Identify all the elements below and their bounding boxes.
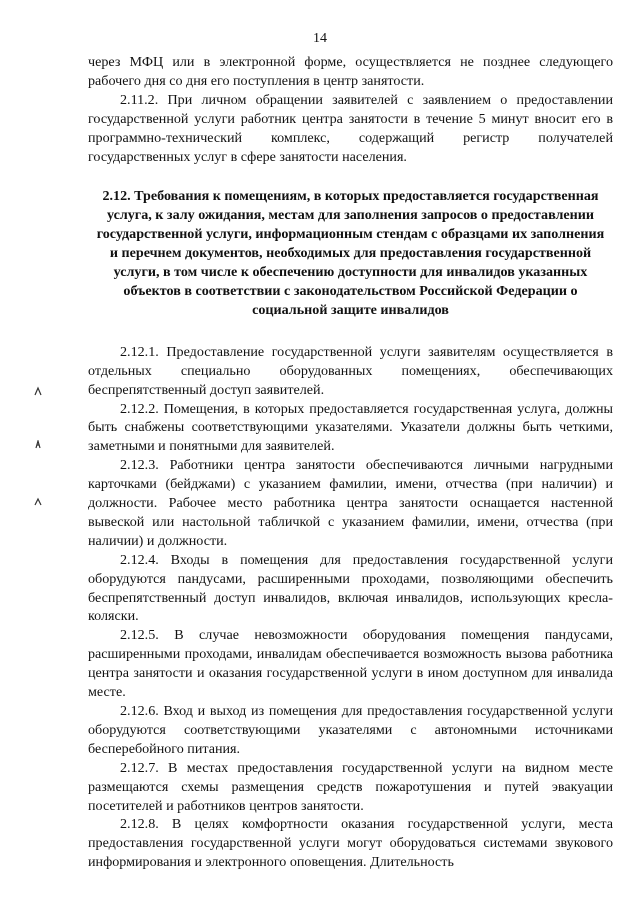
paragraph-2-12-4: 2.12.4. Входы в помещения для предоставления государственной услуги оборудуются пандусами, расширенными проходами, позволяющими обеспечить беспрепятственный доступ инвалидов, включая инвалидов, использующих кресла-коляски. [88, 551, 613, 625]
paragraph-2-11-2: 2.11.2. При личном обращении заявителей с заявлением о предоставлении государственной услуги работник центра занятости в течение 5 минут вносит его в программно-технический комплекс, содержащий регистр получателей государственных услуг в сфере занятости населения. [88, 91, 613, 165]
paragraph-2-12-6: 2.12.6. Вход и выход из помещения для предоставления государственной услуги оборудуются соответствующими указателями с автономными источниками бесперебойного питания. [88, 703, 613, 757]
margin-mark-icon [34, 496, 42, 506]
page-number: 14 [313, 31, 327, 46]
paragraph-2-12-1: 2.12.1. Предоставление государственной услуги заявителям осуществляется в отдельных специально оборудованных помещениях, обеспечивающих беспрепятственный доступ заявителей. [88, 343, 613, 398]
section-heading-2-12: 2.12. Требования к помещениям, в которых предоставляется государственная услуга, к залу ожидания, местам для заполнения запросов о предоставлении государственной услуги, информационным стендам с образцами их заполнения и перечнем документов, необходимых для предоставления государственной услуги, в том числе к обеспечению доступности для инвалидов указанных объектов в соответствии с законодательством Российской Федерации о социальной защите инвалидов [96, 188, 605, 318]
paragraph-2-12-3: 2.12.3. Работники центра занятости обеспечиваются личными нагрудными карточками (бейджами) с указанием фамилии, имени, отчества (при наличии) и должности. Рабочее место работника центра занятости оснащается настенной вывеской или настольной табличкой с указанием фамилии, имени, отчества (при наличии) и должности. [88, 457, 613, 549]
paragraph-2-12-7: 2.12.7. В местах предоставления государственной услуги на видном месте размещаются схемы размещения средств пожаротушения и путей эвакуации посетителей и работников центров занятости. [88, 759, 613, 814]
margin-mark-icon [34, 440, 42, 450]
page-content [88, 53, 613, 872]
paragraph-2-12-2: 2.12.2. Помещения, в которых предоставляется государственная услуга, должны быть снабжены соответствующими указателями. Указатели должны быть четкими, заметными и понятными для заявителей. [88, 400, 613, 455]
margin-mark-icon [34, 386, 42, 396]
paragraph-2-12-5: 2.12.5. В случае невозможности оборудования помещения пандусами, расширенными проходами, инвалидам обеспечивается возможность вызова работника центра занятости и оказания государственной услуги в ином доступном для инвалида месте. [88, 627, 613, 701]
paragraph-2-12-8: 2.12.8. В целях комфортности оказания государственной услуги, места предоставления государственной услуги могут оборудоваться системами звукового информирования и электронного оповещения. Длительность [88, 816, 613, 871]
paragraph-continued: через МФЦ или в электронной форме, осуществляется не позднее следующего рабочего дня со дня его поступления в центр занятости. [88, 54, 613, 89]
